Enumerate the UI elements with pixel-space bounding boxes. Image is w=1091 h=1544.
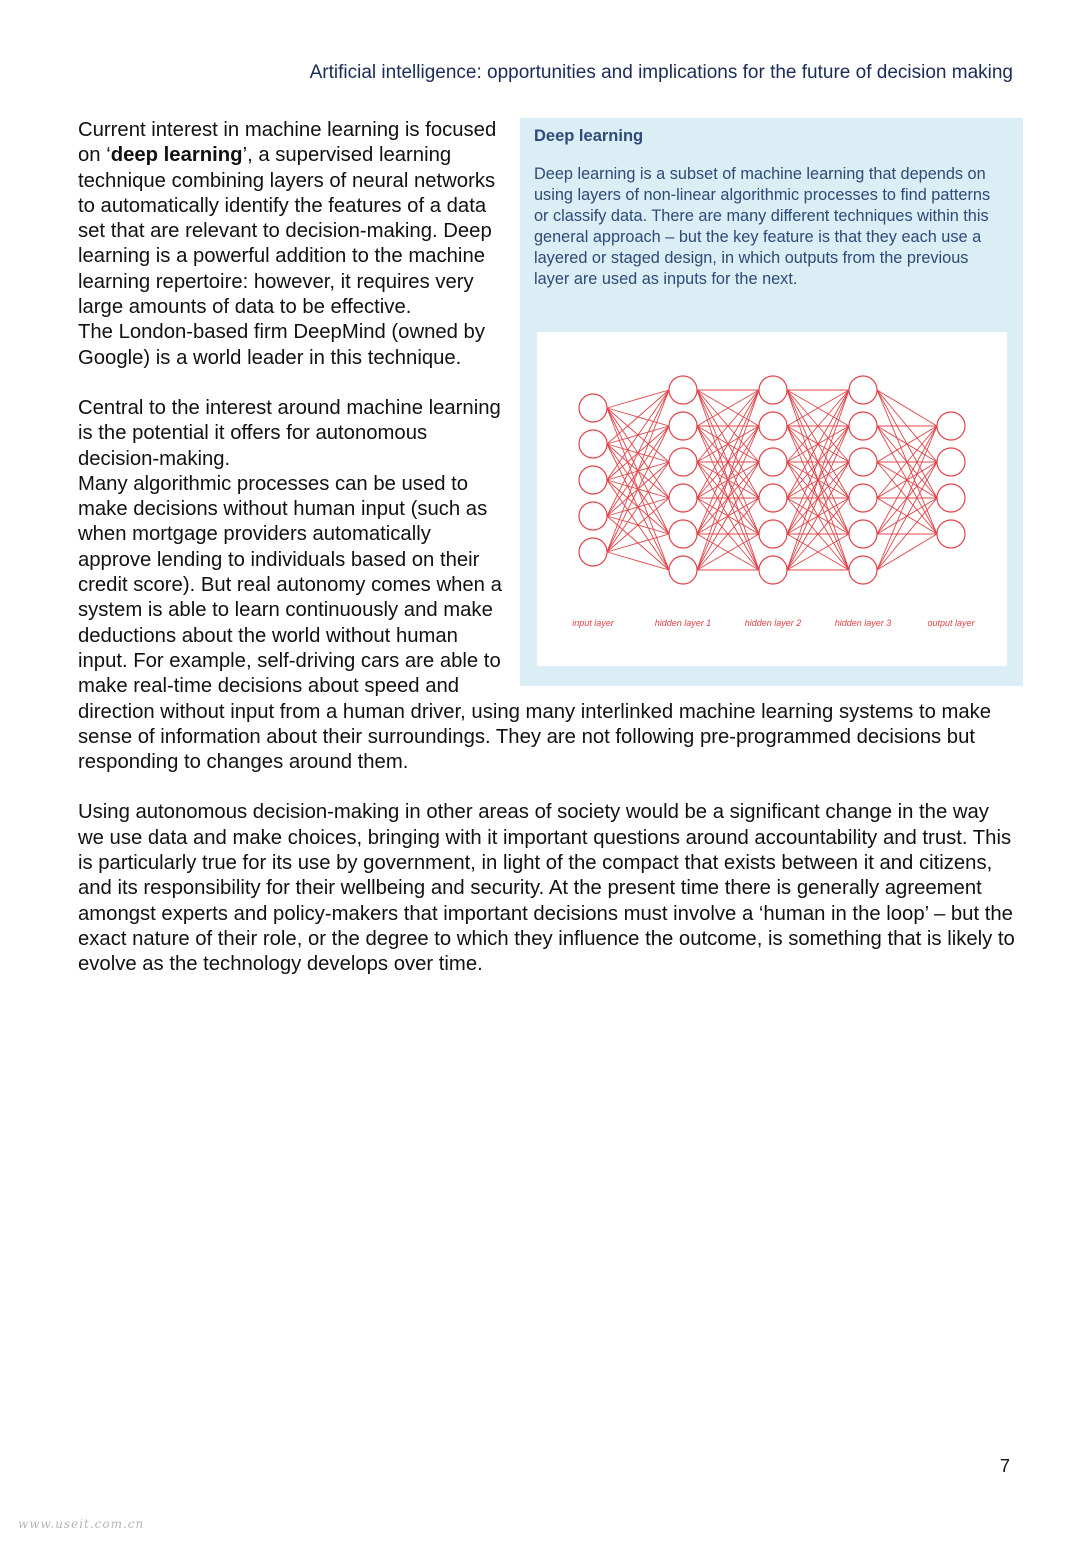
layer-label-0: input layer [572, 618, 614, 628]
node-layer0-4 [579, 538, 607, 566]
main-body-text [78, 118, 1018, 978]
node-layer2-2 [759, 448, 787, 476]
connection-0-4-0 [607, 390, 669, 552]
neural-network-diagram [537, 332, 1007, 666]
node-layer4-3 [937, 520, 965, 548]
deep-learning-term: deep learning [110, 144, 243, 167]
para2-lead: Central to the interest around machine learning is the potential it offers for autonomous decision-making. [78, 396, 501, 470]
connection-0-2-0 [607, 390, 669, 480]
node-layer1-1 [669, 412, 697, 440]
node-layer4-1 [937, 448, 965, 476]
connection-3-5-1 [877, 462, 937, 570]
node-layer2-5 [759, 556, 787, 584]
node-layer1-0 [669, 376, 697, 404]
node-layer1-2 [669, 448, 697, 476]
layer-label-1: hidden layer 1 [654, 618, 712, 628]
para2-rest: Many algorithmic processes can be used to make decisions without human input (such as when mortgage providers automatically approve lending to individuals based on their credit score). But real autonomy comes when a system is able to learn continuously and make deductions about the world without human input. For example, self-driving cars are able to make real-time decisions about speed and direction without input from a human driver, using many interlinked machine learning systems to make sense of information about their surroundings. They are not following pre-programmed decisions but responding to changes around them. [78, 472, 992, 774]
node-layer0-0 [579, 394, 607, 422]
neural-network-svg [537, 332, 1007, 666]
node-layer2-3 [759, 484, 787, 512]
node-layer3-2 [849, 448, 877, 476]
node-layer3-5 [849, 556, 877, 584]
layer-label-4: output layer [927, 618, 975, 628]
node-layer1-5 [669, 556, 697, 584]
connection-0-1-0 [607, 390, 669, 444]
connection-0-3-0 [607, 390, 669, 516]
layer-labels [572, 618, 975, 628]
para1-rest: ’, a supervised learning technique combining layers of neural networks to automatically identify the features of a data set that are relevant to decision-making. Deep learning is a powerful addition to the machine learning repertoire: however, it requires very large amounts of data to be effective. [78, 144, 496, 319]
node-layer1-3 [669, 484, 697, 512]
para1-lead: Current interest in machine learning is focused on ‘ [78, 119, 497, 167]
node-layer3-3 [849, 484, 877, 512]
connection-0-4-4 [607, 534, 669, 552]
connection-0-0-0 [607, 390, 669, 408]
node-layer3-4 [849, 520, 877, 548]
paragraph-government: Using autonomous decision-making in other areas of society would be a significant change in the way we use data and make choices, bringing with it important questions around accountability and trust. This is particularly true for its use by government, in light of the compact that exists between it and citizens, and its responsibility for their wellbeing and security. At the present time there is generally agreement amongst experts and policy-makers that important decisions must involve a ‘human in the loop’ – but the exact nature of their role, or the degree to which they influence the outcome, is something that is likely to evolve as the technology develops over time. [78, 801, 1015, 976]
node-layer0-2 [579, 466, 607, 494]
page-number: 7 [1000, 1456, 1011, 1476]
box-title: Deep learning [534, 127, 644, 145]
node-layer2-1 [759, 412, 787, 440]
connection-0-4-5 [607, 552, 669, 570]
layer-label-3: hidden layer 3 [834, 618, 892, 628]
node-layer2-0 [759, 376, 787, 404]
watermark: www.useit.com.cn [18, 1517, 145, 1531]
box-text: Deep learning is a subset of machine learning that depends on using layers of non-linear algorithmic processes to find patterns or classify data. There are many different techniques within this general approach – but the key feature is that they each use a layered or staged design, in which outputs from the previous layer are used as inputs for the next. [534, 165, 991, 288]
layer-label-2: hidden layer 2 [744, 618, 802, 628]
connection-3-0-0 [877, 390, 937, 426]
node-layer0-1 [579, 430, 607, 458]
deep-learning-box [520, 118, 1023, 686]
node-layer3-0 [849, 376, 877, 404]
node-layer1-4 [669, 520, 697, 548]
connection-0-4-2 [607, 462, 669, 552]
running-header: Artificial intelligence: opportunities and implications for the future of decision making [309, 62, 1013, 83]
node-layer4-2 [937, 484, 965, 512]
node-layer4-0 [937, 412, 965, 440]
para1-deepmind: The London-based firm DeepMind (owned by Google) is a world leader in this technique. [78, 321, 485, 369]
connection-3-5-3 [877, 534, 937, 570]
node-layer3-1 [849, 412, 877, 440]
node-layer2-4 [759, 520, 787, 548]
node-layer0-3 [579, 502, 607, 530]
connection-0-4-1 [607, 426, 669, 552]
